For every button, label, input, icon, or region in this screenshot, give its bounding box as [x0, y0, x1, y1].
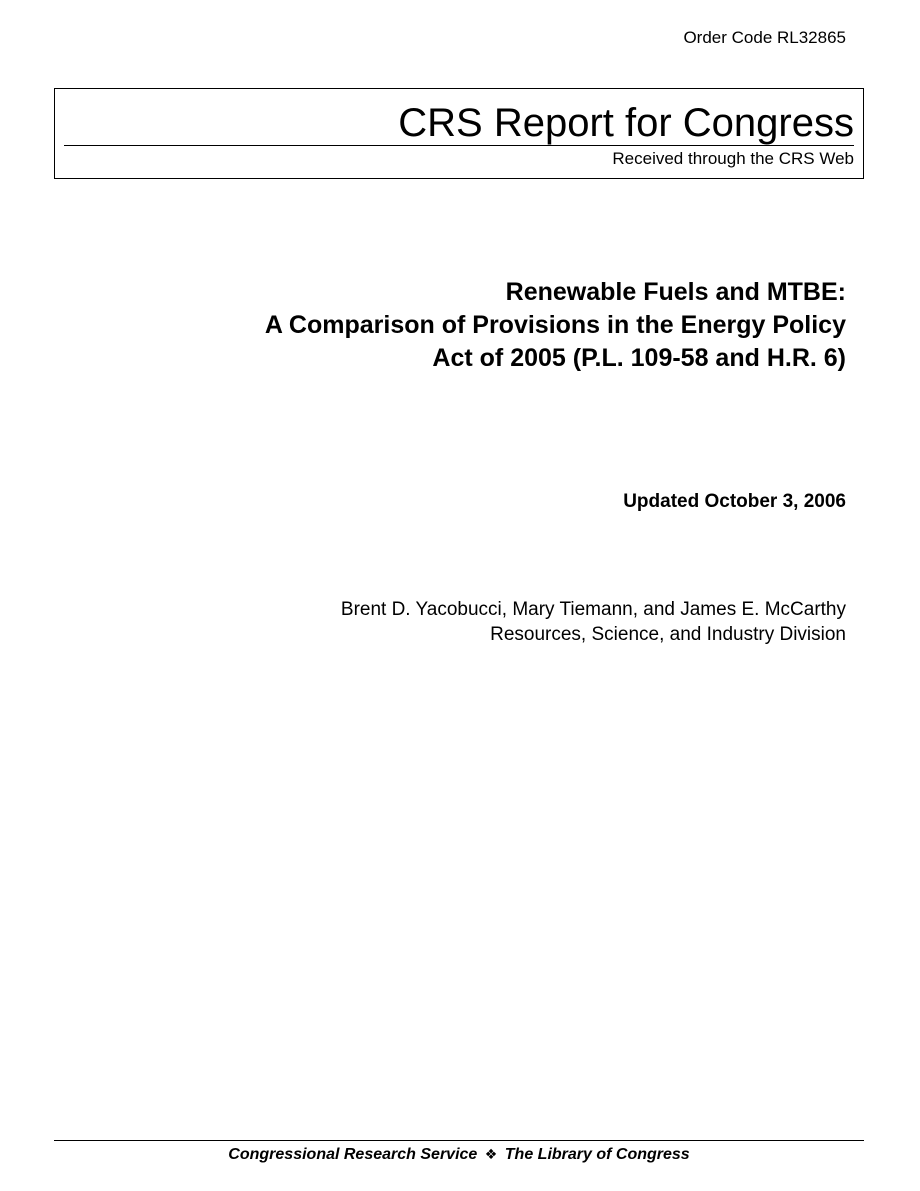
order-code: Order Code RL32865	[683, 28, 846, 47]
report-banner	[54, 88, 864, 179]
report-title-line-3: Act of 2005 (P.L. 109-58 and H.R. 6)	[432, 344, 846, 372]
author-block	[341, 597, 846, 647]
authors: Brent D. Yacobucci, Mary Tiemann, and James E. McCarthy	[340, 599, 846, 620]
footer-crs: Congressional Research Service	[228, 1146, 478, 1163]
report-title-line-1: Renewable Fuels and MTBE:	[505, 278, 846, 306]
banner-divider	[64, 145, 854, 146]
banner-subtitle: Received through the CRS Web	[612, 149, 854, 168]
banner-title: CRS Report for Congress	[398, 101, 854, 145]
footer-divider	[54, 1140, 864, 1141]
division: Resources, Science, and Industry Division	[490, 624, 846, 645]
footer	[54, 1144, 864, 1165]
footer-loc: The Library of Congress	[504, 1146, 690, 1163]
report-title-line-2: A Comparison of Provisions in the Energy Policy	[264, 311, 846, 339]
updated-date: Updated October 3, 2006	[623, 491, 846, 512]
report-title	[126, 276, 846, 375]
diamond-separator-icon: ❖	[484, 1146, 498, 1162]
